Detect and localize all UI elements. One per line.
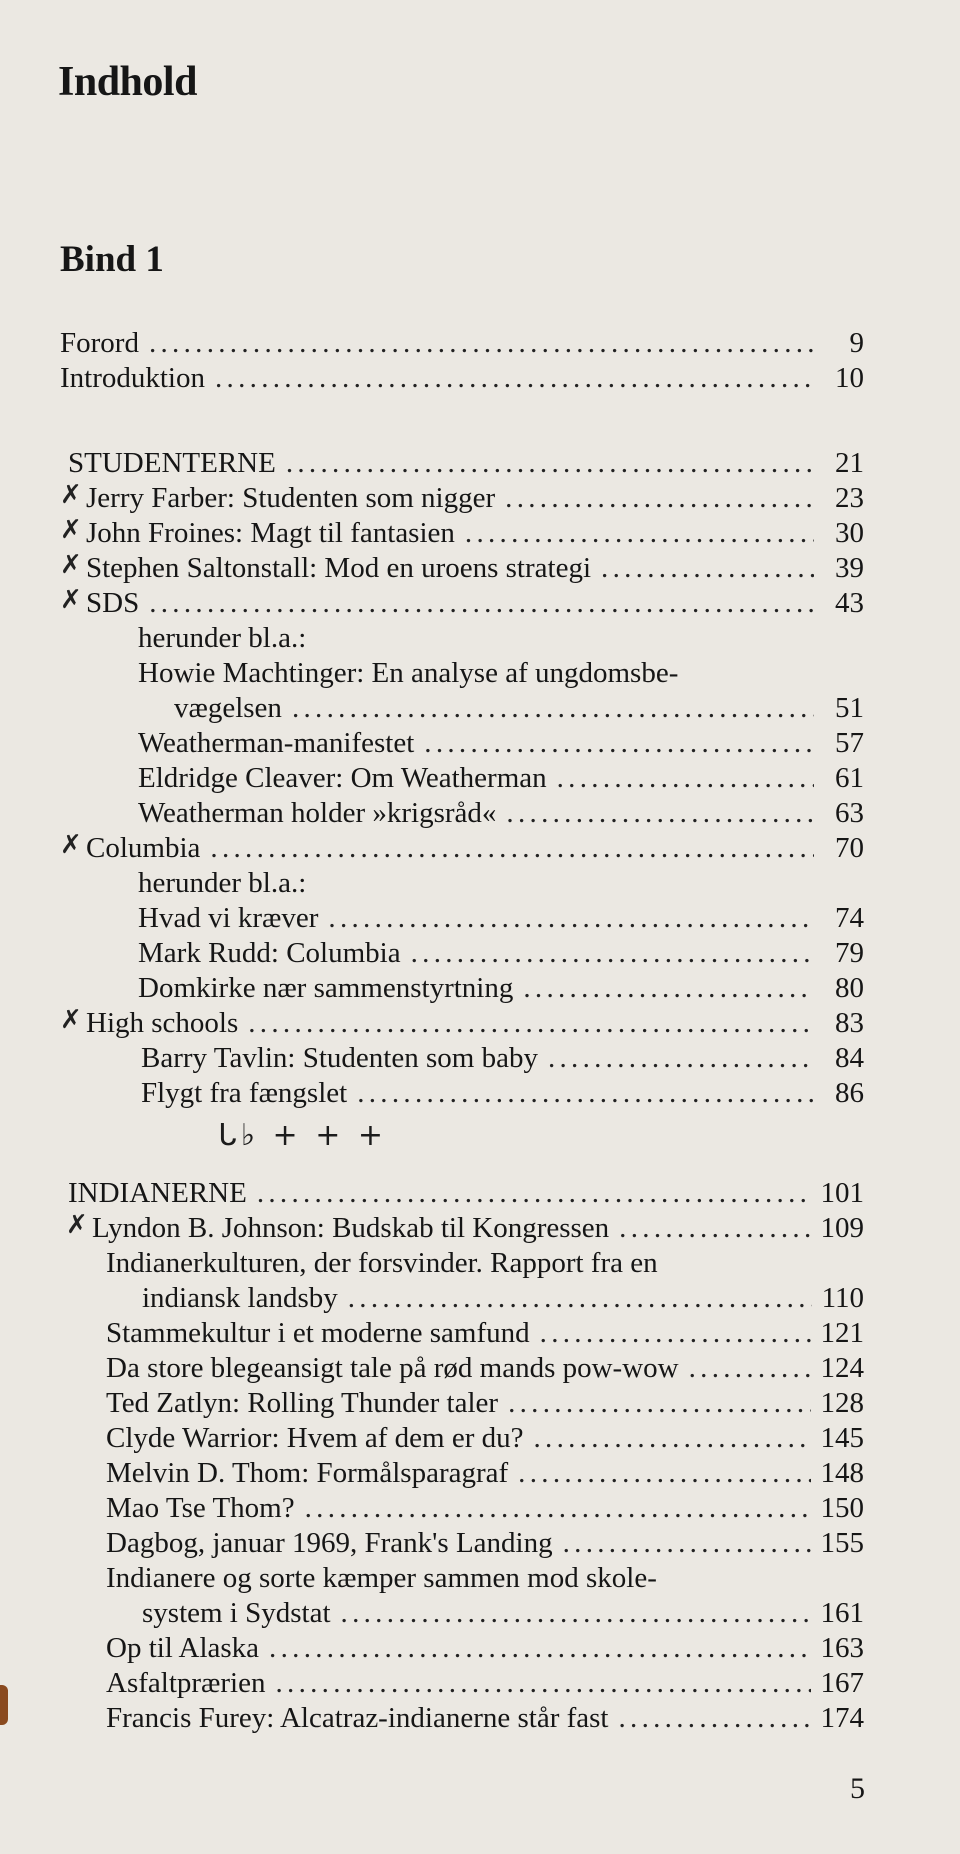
toc-entry xyxy=(0,796,960,831)
entry-page-number: 124 xyxy=(820,1352,864,1384)
toc-entry xyxy=(0,1386,960,1421)
entry-title: Domkirke nær sammenstyrtning xyxy=(138,972,514,1004)
entry-page-number: 161 xyxy=(820,1597,864,1629)
entry-page-number: 163 xyxy=(820,1632,864,1664)
entry-page-number: 79 xyxy=(835,937,864,969)
dot-leader xyxy=(328,901,814,936)
dot-leader xyxy=(149,326,814,361)
toc-entry xyxy=(0,481,960,516)
dot-leader xyxy=(619,1211,810,1246)
x-mark-glyph: ✗ xyxy=(60,550,82,580)
volume-heading: Bind 1 xyxy=(60,239,164,280)
dot-leader xyxy=(149,586,814,621)
entry-title: herunder bl.a.: xyxy=(138,622,307,654)
dot-leader xyxy=(341,1596,811,1631)
toc-entry xyxy=(0,866,960,901)
entry-page-number: 39 xyxy=(835,552,864,584)
entry-page-number: 109 xyxy=(820,1212,864,1244)
entry-page-number: 61 xyxy=(835,762,864,794)
entry-title: Da store blegeansigt tale på rød mands pow-wow xyxy=(106,1352,679,1384)
entry-page-number: 110 xyxy=(821,1282,864,1314)
x-mark-glyph: ✗ xyxy=(60,480,82,510)
dot-leader xyxy=(618,1701,810,1736)
dot-leader xyxy=(411,936,814,971)
dot-leader xyxy=(540,1316,811,1351)
entry-page-number: 43 xyxy=(835,587,864,619)
dot-leader xyxy=(523,971,814,1006)
entry-title: herunder bl.a.: xyxy=(138,867,307,899)
entry-title: SDS xyxy=(86,587,140,619)
contents-heading: Indhold xyxy=(58,59,197,105)
entry-page-number: 84 xyxy=(835,1042,864,1074)
entry-title: indiansk landsby xyxy=(142,1282,338,1314)
entry-title: Flygt fra fængslet xyxy=(141,1077,348,1109)
dot-leader xyxy=(269,1631,810,1666)
entry-page-number: 80 xyxy=(835,972,864,1004)
entry-page-number: 30 xyxy=(835,517,864,549)
entry-title: Indianerkulturen, der forsvinder. Rapport fra en xyxy=(106,1247,658,1279)
entry-title: Ted Zatlyn: Rolling Thunder taler xyxy=(106,1387,499,1419)
toc-entry xyxy=(0,361,960,396)
entry-title: John Froines: Magt til fantasien xyxy=(86,517,455,549)
toc-entry xyxy=(0,551,960,586)
dot-leader xyxy=(215,361,814,396)
dot-leader xyxy=(257,1176,811,1211)
dot-leader xyxy=(305,1491,811,1526)
dot-leader xyxy=(563,1526,811,1561)
x-mark-glyph: ✗ xyxy=(60,585,82,615)
page-edge-tab xyxy=(0,1685,8,1725)
entry-page-number: 167 xyxy=(820,1667,864,1699)
entry-title: INDIANERNE xyxy=(68,1177,247,1209)
entry-title: Stephen Saltonstall: Mod en uroens strategi xyxy=(86,552,592,584)
entry-page-number: 155 xyxy=(820,1527,864,1559)
entry-title: Weatherman holder »krigsråd« xyxy=(138,797,497,829)
toc-entry xyxy=(0,1041,960,1076)
toc-entry xyxy=(0,656,960,691)
toc-entry xyxy=(0,1176,960,1211)
dot-leader xyxy=(348,1281,812,1316)
toc-entry xyxy=(0,326,960,361)
dot-leader xyxy=(465,516,814,551)
entry-title: system i Sydstat xyxy=(142,1597,331,1629)
dot-leader xyxy=(557,761,814,796)
entry-title: Barry Tavlin: Studenten som baby xyxy=(141,1042,538,1074)
handwritten-note: ᒐ♭ + + + xyxy=(218,1118,388,1153)
toc-entry xyxy=(0,1631,960,1666)
entry-page-number: 10 xyxy=(835,362,864,394)
entry-title: Mark Rudd: Columbia xyxy=(138,937,401,969)
dot-leader xyxy=(508,1386,810,1421)
x-mark-glyph: ✗ xyxy=(60,515,82,545)
entry-title: High schools xyxy=(86,1007,239,1039)
toc-entry xyxy=(0,1456,960,1491)
entry-page-number: 150 xyxy=(820,1492,864,1524)
x-mark-glyph: ✗ xyxy=(60,1005,82,1035)
entry-page-number: 51 xyxy=(835,692,864,724)
toc-entry xyxy=(0,1561,960,1596)
toc-entry xyxy=(0,936,960,971)
toc-entry xyxy=(0,1526,960,1561)
toc-entry xyxy=(0,1701,960,1736)
entry-page-number: 86 xyxy=(835,1077,864,1109)
entry-title: Hvad vi kræver xyxy=(138,902,319,934)
toc-entry xyxy=(0,831,960,866)
entry-title: Indianere og sorte kæmper sammen mod skole- xyxy=(106,1562,657,1594)
dot-leader xyxy=(548,1041,814,1076)
entry-title: vægelsen xyxy=(174,692,282,724)
dot-leader xyxy=(286,446,814,481)
toc-entry xyxy=(0,446,960,481)
toc-entry xyxy=(0,1421,960,1456)
toc-entry xyxy=(0,621,960,656)
entry-page-number: 148 xyxy=(820,1457,864,1489)
toc-entry xyxy=(0,761,960,796)
dot-leader xyxy=(601,551,814,586)
toc-entry xyxy=(0,726,960,761)
entry-title: Forord xyxy=(60,327,139,359)
entry-page-number: 145 xyxy=(820,1422,864,1454)
toc-entry xyxy=(0,901,960,936)
entry-title: Lyndon B. Johnson: Budskab til Kongressen xyxy=(92,1212,610,1244)
entry-page-number: 101 xyxy=(820,1177,864,1209)
toc-entry xyxy=(0,971,960,1006)
entry-title: Eldridge Cleaver: Om Weatherman xyxy=(138,762,547,794)
entry-title: Melvin D. Thom: Formålsparagraf xyxy=(106,1457,509,1489)
page-number: 5 xyxy=(850,1772,865,1805)
toc-entry xyxy=(0,516,960,551)
entry-title: STUDENTERNE xyxy=(68,447,276,479)
entry-title: Weatherman-manifestet xyxy=(138,727,415,759)
dot-leader xyxy=(506,796,814,831)
entry-title: Mao Tse Thom? xyxy=(106,1492,295,1524)
x-mark-glyph: ✗ xyxy=(66,1210,88,1240)
toc-entry xyxy=(0,586,960,621)
toc-entry xyxy=(0,1596,960,1631)
entry-page-number: 9 xyxy=(849,327,864,359)
entry-title: Clyde Warrior: Hvem af dem er du? xyxy=(106,1422,524,1454)
dot-leader xyxy=(505,481,814,516)
entry-page-number: 83 xyxy=(835,1007,864,1039)
dot-leader xyxy=(518,1456,810,1491)
entry-title: Howie Machtinger: En analyse af ungdomsbe- xyxy=(138,657,679,689)
toc-entry xyxy=(0,1666,960,1701)
dot-leader xyxy=(533,1421,810,1456)
toc-entry xyxy=(0,1316,960,1351)
entry-page-number: 23 xyxy=(835,482,864,514)
entry-page-number: 70 xyxy=(835,832,864,864)
entry-page-number: 128 xyxy=(820,1387,864,1419)
toc-entry xyxy=(0,1281,960,1316)
dot-leader xyxy=(210,831,814,866)
entry-page-number: 57 xyxy=(835,727,864,759)
entry-page-number: 174 xyxy=(820,1702,864,1734)
dot-leader xyxy=(292,691,814,726)
entry-page-number: 21 xyxy=(835,447,864,479)
dot-leader xyxy=(357,1076,814,1111)
entry-title: Columbia xyxy=(86,832,201,864)
dot-leader xyxy=(248,1006,814,1041)
dot-leader xyxy=(689,1351,811,1386)
toc-entry xyxy=(0,1246,960,1281)
toc-entry xyxy=(0,1006,960,1041)
toc-entry xyxy=(0,691,960,726)
entry-title: Francis Furey: Alcatraz-indianerne står fast xyxy=(106,1702,609,1734)
entry-title: Stammekultur i et moderne samfund xyxy=(106,1317,530,1349)
entry-title: Asfaltprærien xyxy=(106,1667,266,1699)
entry-title: Introduktion xyxy=(60,362,205,394)
entry-title: Op til Alaska xyxy=(106,1632,260,1664)
toc-entry xyxy=(0,1211,960,1246)
dot-leader xyxy=(424,726,814,761)
entry-title: Jerry Farber: Studenten som nigger xyxy=(86,482,496,514)
entry-title: Dagbog, januar 1969, Frank's Landing xyxy=(106,1527,553,1559)
entry-page-number: 121 xyxy=(820,1317,864,1349)
x-mark-glyph: ✗ xyxy=(60,830,82,860)
dot-leader xyxy=(275,1666,810,1701)
toc-entry xyxy=(0,1351,960,1386)
entry-page-number: 63 xyxy=(835,797,864,829)
toc-entry xyxy=(0,1491,960,1526)
entry-page-number: 74 xyxy=(835,902,864,934)
toc-entry xyxy=(0,1076,960,1111)
